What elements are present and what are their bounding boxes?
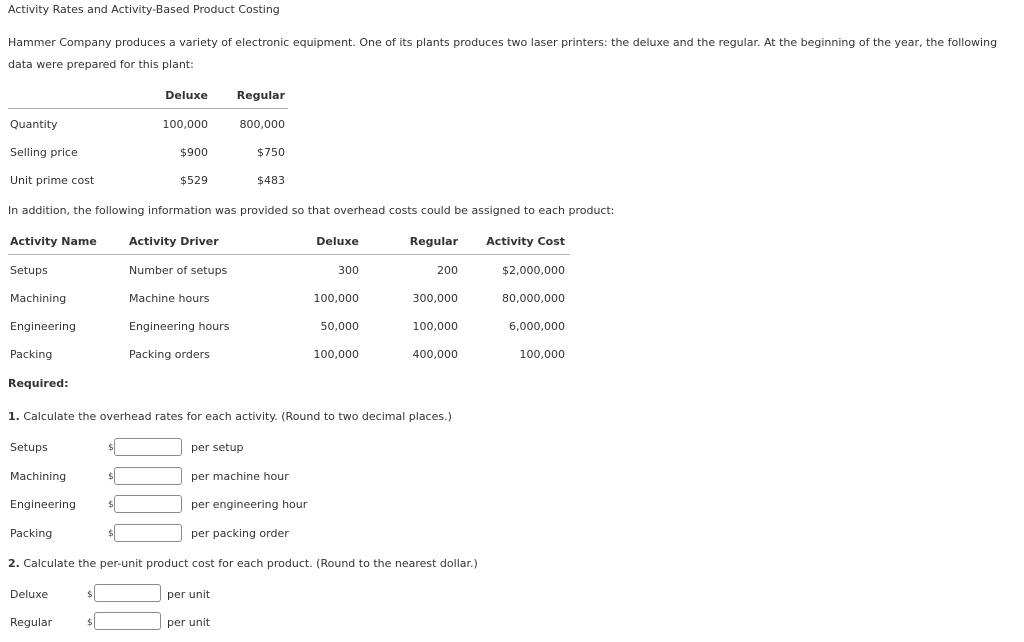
q2-row-unit: per unit — [167, 588, 211, 601]
table2-header-name: Activity Name — [10, 235, 97, 248]
q2-row-label: Regular — [10, 616, 53, 629]
question-2-text: Calculate the per-unit product cost for each product. (Round to the nearest dollar.) — [23, 557, 478, 570]
table1-cell-regular: $483 — [257, 174, 285, 187]
table2-cell-cost: 6,000,000 — [509, 320, 565, 333]
intro-line-1: Hammer Company produces a variety of electronic equipment. One of its plants produces two laser printers: the deluxe and the regular. At the beginning of the year, the following — [8, 36, 998, 49]
q2-row-label: Deluxe — [10, 588, 49, 601]
table2-cell-driver: Engineering hours — [129, 320, 230, 333]
q1-row-unit: per machine hour — [191, 470, 289, 483]
page-title: Activity Rates and Activity-Based Product Costing — [8, 3, 280, 16]
q1-row-unit: per engineering hour — [191, 498, 308, 511]
table1-cell-deluxe: $529 — [180, 174, 208, 187]
table2-cell-cost: 100,000 — [519, 348, 565, 361]
q1-row-unit: per packing order — [191, 527, 289, 540]
table1-cell-deluxe: $900 — [180, 146, 208, 159]
intro-line-2: data were prepared for this plant: — [8, 58, 194, 71]
q1-row-label: Engineering — [10, 498, 76, 511]
currency-symbol: $ — [87, 618, 93, 628]
table2-header-deluxe: Deluxe — [316, 235, 359, 248]
table1-row-label: Unit prime cost — [10, 174, 95, 187]
table2-cell-regular: 200 — [437, 264, 458, 277]
table2-cell-deluxe: 50,000 — [320, 320, 359, 333]
table1-cell-regular: $750 — [257, 146, 285, 159]
table1-row-label: Selling price — [10, 146, 78, 159]
table2-header-regular: Regular — [409, 235, 458, 248]
table2-cell-deluxe: 100,000 — [313, 348, 359, 361]
table2-cell-cost: $2,000,000 — [502, 264, 565, 277]
question-2 — [8, 557, 478, 570]
currency-symbol: $ — [108, 529, 114, 539]
table2-cell-regular: 300,000 — [412, 292, 458, 305]
table2-cell-name: Packing — [10, 348, 53, 361]
addition-text: In addition, the following information was provided so that overhead costs could be assigned to each product: — [8, 204, 615, 217]
packing-rate-input[interactable] — [114, 524, 182, 542]
table2-cell-driver: Number of setups — [129, 264, 228, 277]
table2-cell-driver: Packing orders — [129, 348, 210, 361]
table2-cell-cost: 80,000,000 — [502, 292, 565, 305]
table2-cell-driver: Machine hours — [129, 292, 210, 305]
table2-cell-name: Engineering — [10, 320, 76, 333]
question-1 — [8, 410, 452, 423]
currency-symbol: $ — [108, 500, 114, 510]
table1-cell-deluxe: 100,000 — [162, 118, 208, 131]
deluxe-unit-cost-input[interactable] — [94, 584, 161, 602]
required-heading: Required: — [8, 377, 69, 390]
table1-header-deluxe: Deluxe — [165, 89, 208, 102]
table1-header-regular: Regular — [236, 89, 285, 102]
table2-cell-name: Machining — [10, 292, 67, 305]
table2-cell-regular: 100,000 — [412, 320, 458, 333]
table2-header-driver: Activity Driver — [129, 235, 219, 248]
machining-rate-input[interactable] — [114, 467, 182, 485]
table2-cell-deluxe: 100,000 — [313, 292, 359, 305]
q1-row-label: Packing — [10, 527, 53, 540]
table2-header-cost: Activity Cost — [486, 235, 565, 248]
setups-rate-input[interactable] — [114, 438, 182, 456]
table2-cell-deluxe: 300 — [338, 264, 359, 277]
regular-unit-cost-input[interactable] — [94, 612, 161, 630]
table2-cell-name: Setups — [10, 264, 48, 277]
q1-row-label: Setups — [10, 441, 48, 454]
table1-cell-regular: 800,000 — [239, 118, 285, 131]
currency-symbol: $ — [108, 443, 114, 453]
table1-row-label: Quantity — [10, 118, 58, 131]
engineering-rate-input[interactable] — [114, 495, 182, 513]
currency-symbol: $ — [108, 472, 114, 482]
question-1-text: Calculate the overhead rates for each activity. (Round to two decimal places.) — [23, 410, 452, 423]
q1-row-label: Machining — [10, 470, 67, 483]
currency-symbol: $ — [87, 590, 93, 600]
q1-row-unit: per setup — [191, 441, 244, 454]
q2-row-unit: per unit — [167, 616, 211, 629]
question-1-number: 1. — [8, 410, 20, 423]
table2-header-rule — [8, 254, 570, 255]
table1-header-rule — [8, 108, 288, 109]
question-2-number: 2. — [8, 557, 20, 570]
table2-cell-regular: 400,000 — [412, 348, 458, 361]
